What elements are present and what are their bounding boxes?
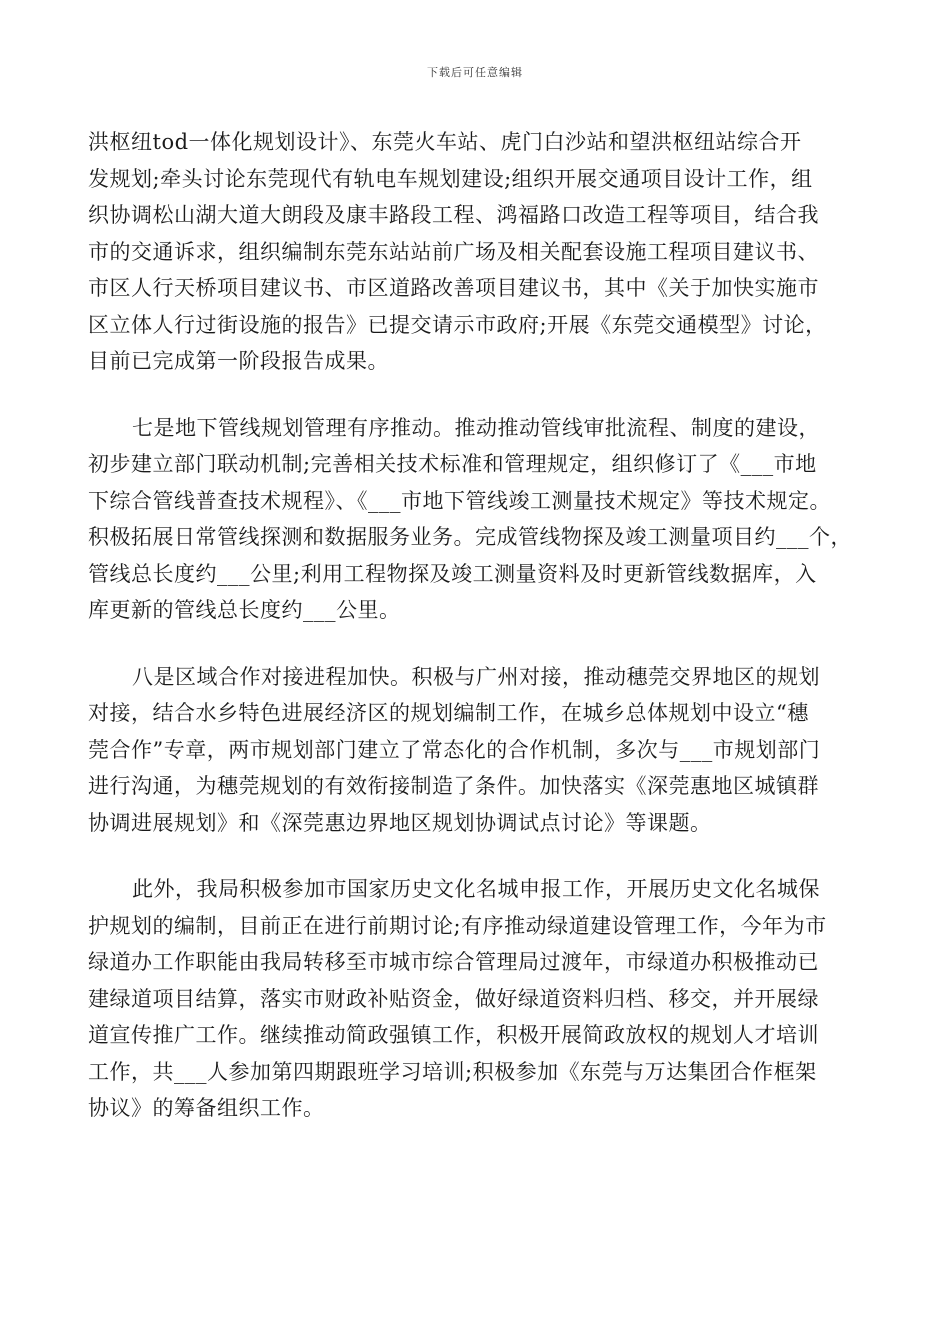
paragraph-underground-pipelines [88, 410, 868, 629]
text-line: 初步建立部门联动机制;完善相关技术标准和管理规定，组织修订了《___市地 [88, 452, 817, 476]
text-line: 管线总长度约___公里;利用工程物探及竣工测量资料及时更新管线数据库，入 [88, 561, 817, 586]
text-line: 市的交通诉求，组织编制东莞东站站前广场及相关配套设施工程项目建议书、 [88, 239, 819, 264]
text-line: 市区人行天桥项目建议书、市区道路改善项目建议书，其中《关于加快实施市 [88, 276, 819, 300]
text-line: 莞合作”专章，两市规划部门建立了常态化的合作机制，多次与___市规划部门 [88, 737, 821, 762]
text-line: 道宣传推广工作。继续推动简政强镇工作，积极开展简政放权的规划人才培训 [88, 1023, 819, 1047]
text-line: 七是地下管线规划管理有序推动。推动推动管线审批流程、制度的建设， [132, 415, 820, 440]
paragraph-other-work [88, 871, 868, 1127]
text-line: 库更新的管线总长度约___公里。 [88, 598, 401, 622]
text-line: 协议》的筹备组织工作。 [88, 1096, 325, 1120]
text-line: 八是区域合作对接进程加快。积极与广州对接，推动穗莞交界地区的规划 [132, 664, 820, 689]
text-line: 此外，我局积极参加市国家历史文化名城申报工作，开展历史文化名城保 [132, 877, 820, 901]
text-line: 进行沟通，为穗莞规划的有效衔接制造了条件。加快落实《深莞惠地区城镇群 [88, 774, 819, 798]
text-line: 护规划的编制，目前正在进行前期讨论;有序推动绿道建设管理工作，今年为市 [88, 913, 827, 938]
text-line: 工作，共___人参加第四期跟班学习培训;积极参加《东莞与万达集团合作框架 [88, 1059, 817, 1084]
text-line: 协调进展规划》和《深莞惠边界地区规划协调试点讨论》等课题。 [88, 810, 712, 835]
text-line: 发规划;牵头讨论东莞现代有轨电车规划建设;组织开展交通项目设计工作，组 [88, 166, 813, 191]
paragraph-transport-planning [88, 124, 868, 380]
text-line: 积极拓展日常管线探测和数据服务业务。完成管线物探及竣工测量项目约___个， [88, 525, 852, 549]
text-line: 区立体人行过街设施的报告》已提交请示市政府;开展《东莞交通模型》讨论， [88, 312, 827, 337]
page-header: 下载后可任意编辑 [427, 66, 523, 79]
text-line: 对接，结合水乡特色进展经济区的规划编制工作，在城乡总体规划中设立“穗 [88, 701, 809, 725]
text-line: 目前已完成第一阶段报告成果。 [88, 349, 389, 373]
text-line: 建绿道项目结算，落实市财政补贴资金，做好绿道资料归档、移交，并开展绿 [88, 986, 819, 1011]
paragraph-regional-cooperation [88, 659, 868, 842]
document-body [88, 124, 868, 1157]
text-line: 织协调松山湖大道大朗段及康丰路段工程、鸿福路口改造工程等项目，结合我 [88, 203, 819, 227]
text-line: 洪枢纽tod一体化规划设计》、东莞火车站、虎门白沙站和望洪枢纽站综合开 [88, 130, 802, 154]
text-line: 下综合管线普查技术规程》、《___市地下管线竣工测量技术规定》等技术规定。 [88, 488, 831, 513]
text-line: 绿道办工作职能由我局转移至市城市综合管理局过渡年，市绿道办积极推动已 [88, 950, 819, 974]
